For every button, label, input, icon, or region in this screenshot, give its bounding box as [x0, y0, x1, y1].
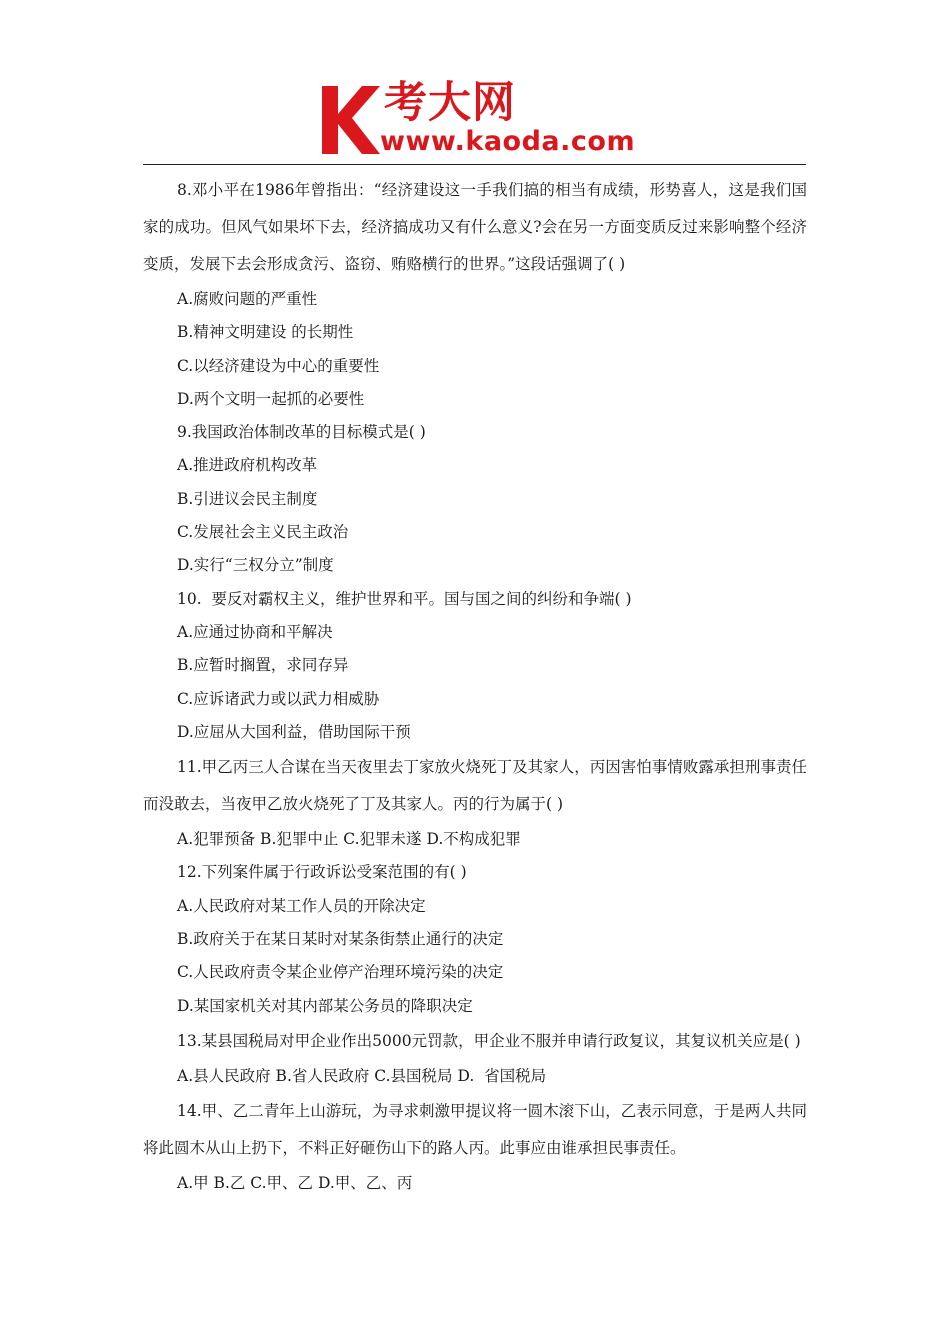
question-8-option-a: A.腐败问题的严重性 — [177, 290, 318, 308]
question-13-options: A.县人民政府 B.省人民政府 C.县国税局 D. 省国税局 — [177, 1066, 547, 1085]
question-12-option-b: B.政府关于在某日某时对某条街禁止通行的决定 — [177, 930, 504, 949]
question-9-option-d: D.实行“三权分立”制度 — [177, 556, 334, 575]
logo-k-icon — [318, 80, 388, 160]
question-10-option-d: D.应屈从大国利益，借助国际干预 — [177, 722, 411, 741]
header-divider — [143, 164, 806, 165]
logo-chinese-text: 考大网 — [384, 78, 516, 128]
question-13-stem: 13.某县国税局对甲企业作出5000元罚款，甲企业不服并申请行政复议，其复议机关应是( ) — [177, 1031, 801, 1050]
question-8-option-d: D.两个文明一起抓的必要性 — [177, 389, 365, 408]
question-12-stem: 12.下列案件属于行政诉讼受案范围的有( ) — [177, 863, 467, 882]
question-9-option-c: C.发展社会主义民主政治 — [177, 523, 349, 542]
question-10-option-c: C.应诉诸武力或以武力相威胁 — [177, 689, 380, 708]
question-14-stem: 14.甲、乙二青年上山游玩，为寻求刺激甲提议将一圆木滚下山，乙表示同意，于是两人共同将此圆木从山上扔下，不料正好砸伤山下的路人丙。此事应由谁承担民事责任。 — [143, 1102, 807, 1158]
kaoda-logo — [318, 78, 648, 162]
question-9-option-a: A.推进政府机构改革 — [177, 456, 318, 475]
question-11-stem: 11.甲乙丙三人合谋在当天夜里去丁家放火烧死丁及其家人，丙因害怕事情败露承担刑事责任而没敢去，当夜甲乙放火烧死了丁及其家人。丙的行为属于( ) — [143, 758, 807, 814]
question-9-stem: 9.我国政治体制改革的目标模式是( ) — [177, 423, 426, 442]
question-12-option-d: D.某国家机关对其内部某公务员的降职决定 — [177, 996, 473, 1015]
question-list — [143, 172, 807, 1201]
question-11-options: A.犯罪预备 B.犯罪中止 C.犯罪未遂 D.不构成犯罪 — [177, 830, 521, 849]
question-10-option-a: A.应通过协商和平解决 — [177, 622, 333, 641]
question-12-option-a: A.人民政府对某工作人员的开除决定 — [177, 896, 426, 915]
question-14-options: A.甲 B.乙 C.甲、乙 D.甲、乙、丙 — [177, 1174, 413, 1193]
question-8-stem: 8.邓小平在1986年曾指出：“经济建设这一手我们搞的相当有成绩，形势喜人，这是我们国家的成功。但风气如果坏下去，经济搞成功又有什么意义?会在另一方面变质反过来影响整个经济变质，发展下去会形成贪污、盗窃、贿赂横行的世界。”这段话强调了( ) — [143, 181, 807, 273]
logo-url-text: www.kaoda.com — [380, 126, 636, 157]
question-9-option-b: B.引进议会民主制度 — [177, 489, 318, 508]
question-8-option-c: C.以经济建设为中心的重要性 — [177, 356, 380, 375]
question-8-option-b: B.精神文明建设 的长期性 — [177, 323, 354, 342]
question-12-option-c: C.人民政府责令某企业停产治理环境污染的决定 — [177, 963, 504, 982]
question-10-stem: 10. 要反对霸权主义，维护世界和平。国与国之间的纠纷和争端( ) — [177, 589, 632, 608]
page-header — [143, 78, 806, 166]
question-10-option-b: B.应暂时搁置，求同存异 — [177, 656, 349, 675]
